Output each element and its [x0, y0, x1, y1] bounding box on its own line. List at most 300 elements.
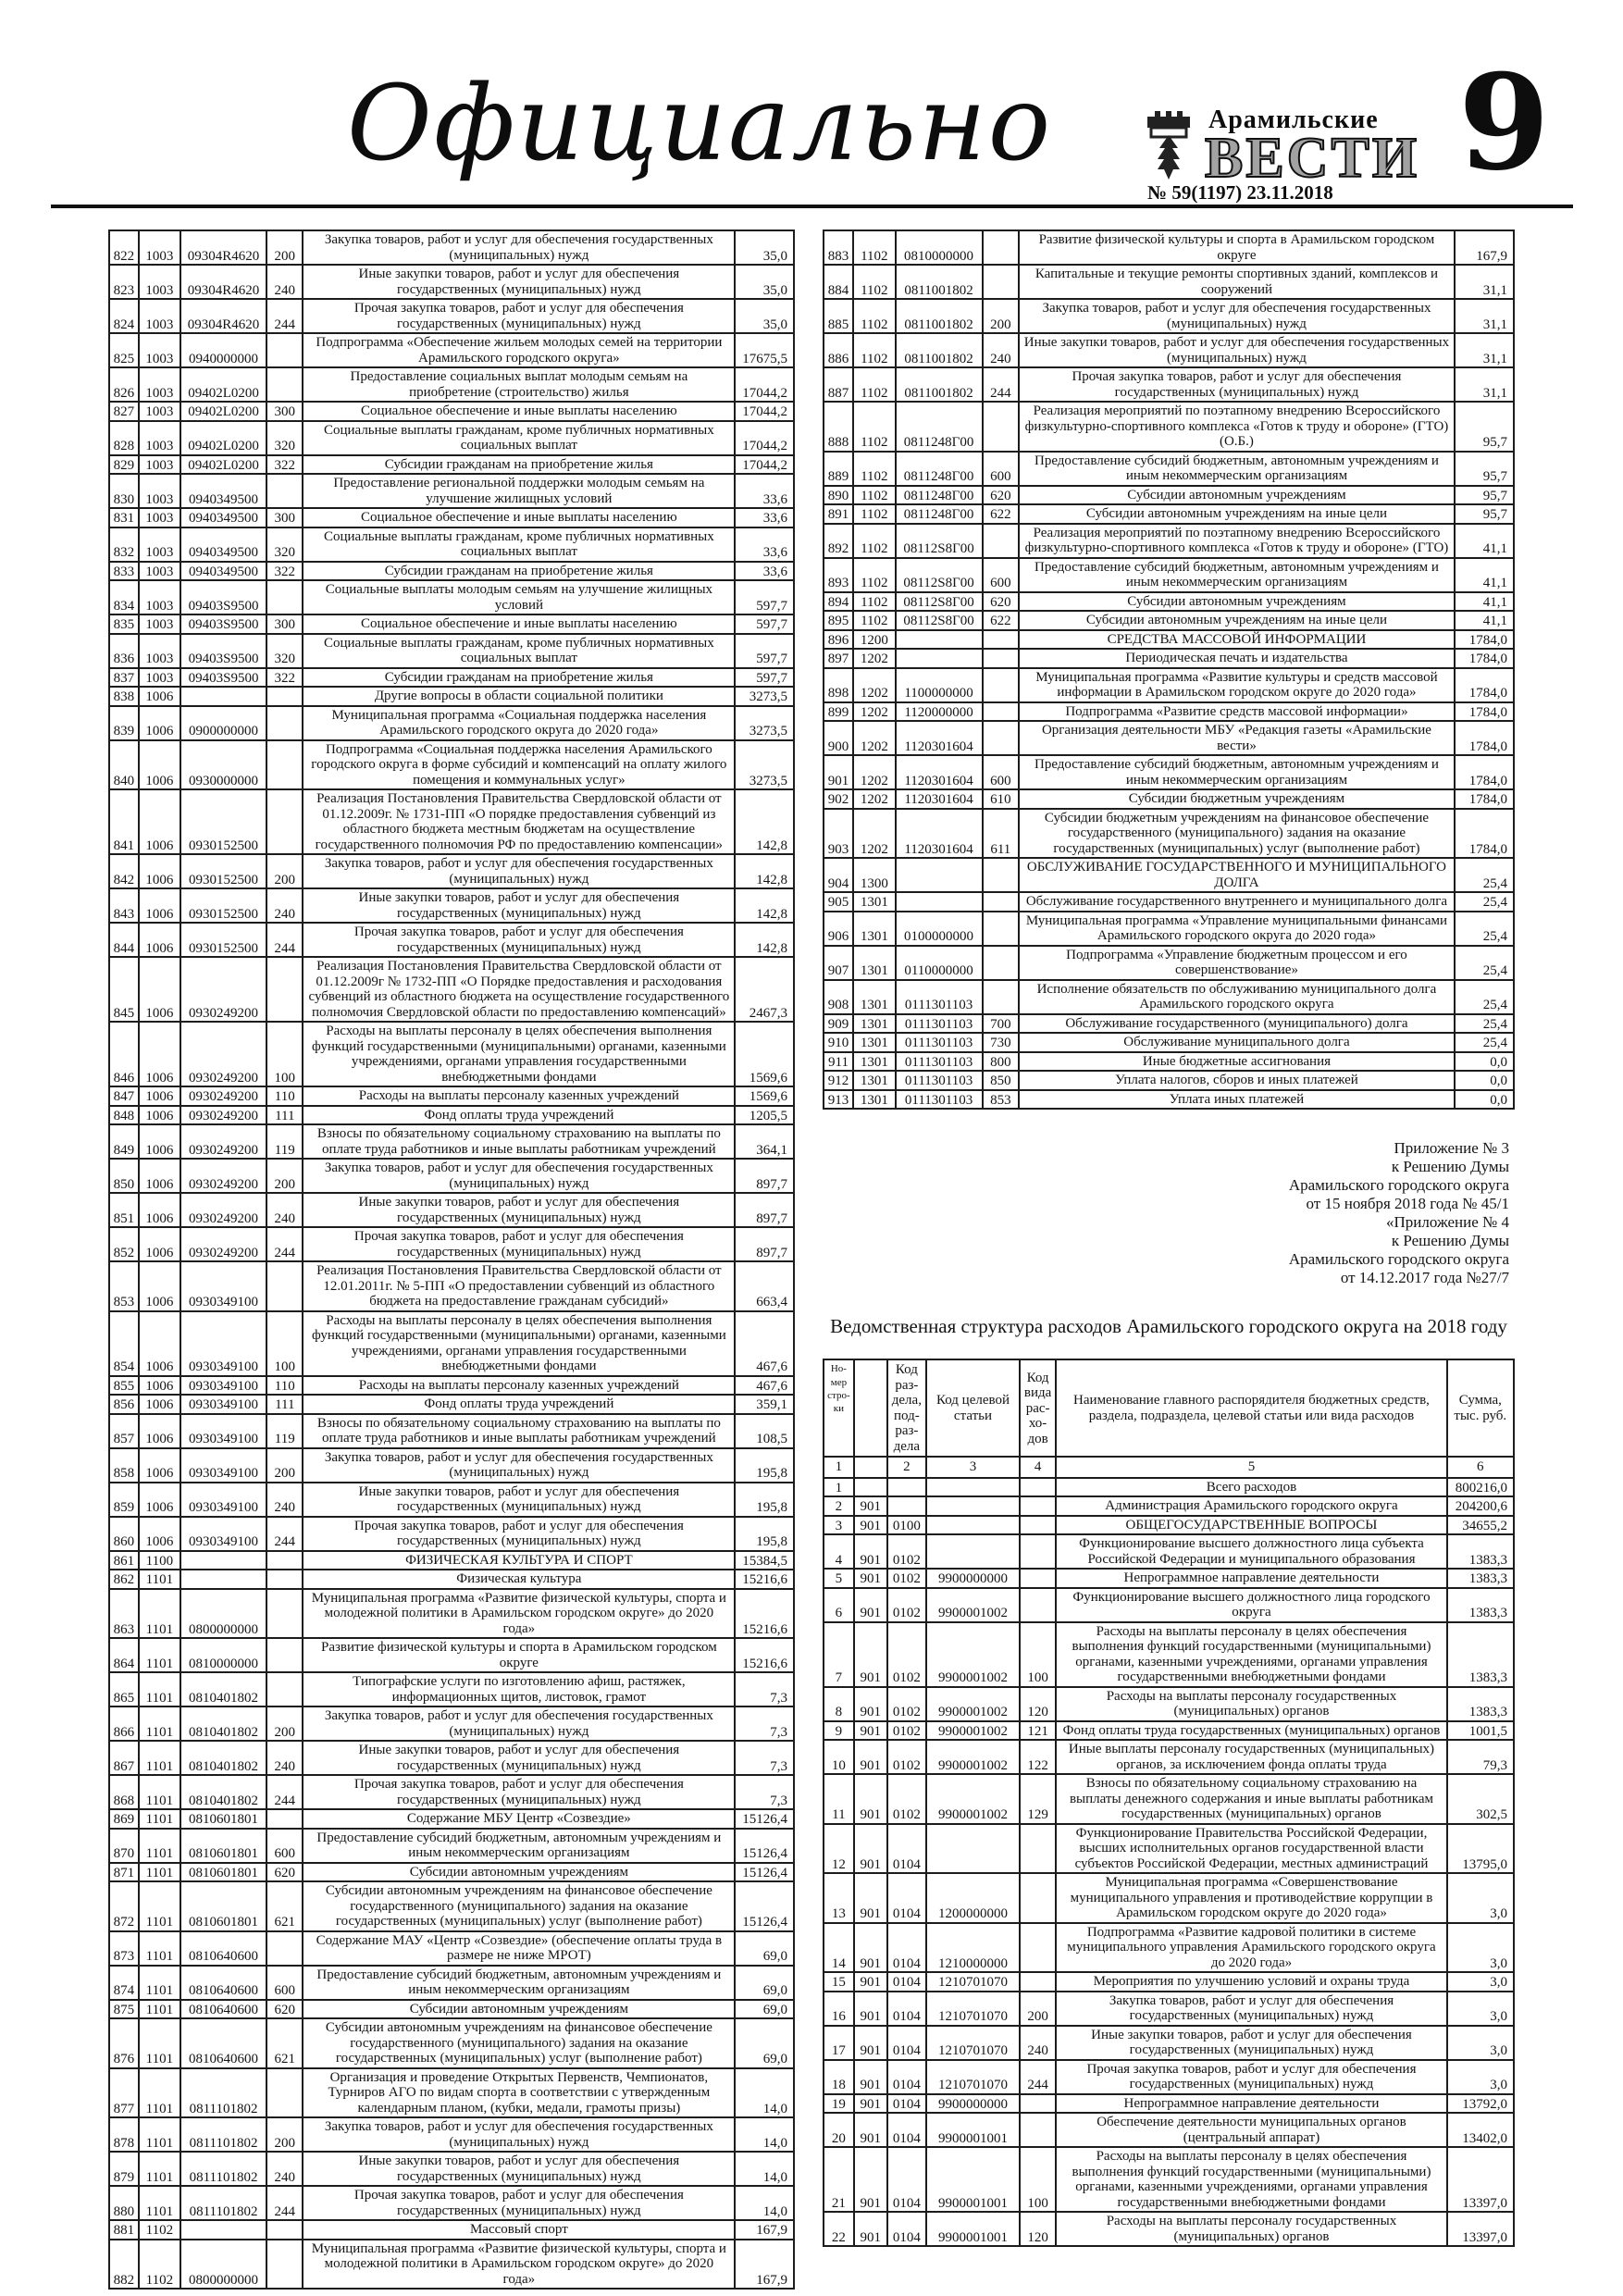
- table-row: [824, 504, 1514, 524]
- table-row: [824, 1534, 1514, 1569]
- table-row: [109, 740, 794, 790]
- cell: 1006: [139, 888, 180, 923]
- header-cell: Код раз-дела, под-раз-дела: [887, 1359, 927, 1457]
- cell: Типографские услуги по изготовлению афиш, растяжек, информационных щитов, листовок, грамот: [303, 1672, 735, 1706]
- cell: 0810640600: [180, 1931, 266, 1966]
- cell: 100: [266, 1311, 303, 1376]
- appendix-line: от 15 ноября 2018 года № 45/1: [1306, 1195, 1509, 1213]
- cell: 897,7: [735, 1193, 794, 1227]
- cell: Прочая закупка товаров, работ и услуг для обеспечения государственных (муниципальных) нужд: [303, 299, 735, 333]
- cell: 843: [109, 888, 139, 923]
- cell: 0102: [887, 1774, 927, 1824]
- table-row: [109, 1829, 794, 1863]
- cell: 15126,4: [735, 1863, 794, 1882]
- cell: Взносы по обязательному социальному страхованию на выплаты по оплате труда работников и иные выплаты работникам учреждений: [303, 1124, 735, 1159]
- table-row: [109, 1376, 794, 1396]
- table-row: [824, 2113, 1514, 2147]
- table-row: [109, 614, 794, 634]
- cell: [983, 721, 1020, 755]
- cell: 842: [109, 854, 139, 888]
- cell: 1102: [853, 611, 896, 630]
- cell: 13397,0: [1447, 2212, 1514, 2246]
- cell: 1200: [853, 630, 896, 650]
- cell: Иные закупки товаров, работ и услуг для обеспечения государственных (муниципальных) нужд: [1019, 333, 1455, 367]
- table-row: [824, 230, 1514, 265]
- header-cell: Код целевой статьи: [926, 1359, 1020, 1457]
- cell: 300: [266, 508, 303, 527]
- cell: 0930249200: [180, 1106, 266, 1125]
- cell: 14,0: [735, 2152, 794, 2186]
- cell: 0930349100: [180, 1517, 266, 1551]
- cell: 865: [109, 1672, 139, 1706]
- cell: 167,9: [1455, 230, 1514, 265]
- cell: 890: [824, 486, 853, 505]
- cell: СРЕДСТВА МАССОВОЙ ИНФОРМАЦИИ: [1019, 630, 1455, 650]
- cell: 9900001002: [926, 1622, 1020, 1687]
- cell: 907: [824, 946, 853, 980]
- cell: 837: [109, 668, 139, 688]
- cell: 901: [854, 1622, 887, 1687]
- table-row: [824, 1972, 1514, 1992]
- cell: 142,8: [735, 854, 794, 888]
- cell: Фонд оплаты труда государственных (муниципальных) органов: [1056, 1721, 1446, 1741]
- cell: [1020, 1873, 1057, 1923]
- cell: 0810640600: [180, 2018, 266, 2068]
- cell: 0104: [887, 1824, 927, 1874]
- cell: Подпрограмма «Социальная поддержка населения Арамильского городского округа в форме субсидий и компенсаций на оплату жилого помещения и коммунальных услуг»: [303, 740, 735, 790]
- cell: 09402L0200: [180, 455, 266, 475]
- cell: 1202: [853, 809, 896, 859]
- table-row: [824, 2147, 1514, 2212]
- cell: Муниципальная программа «Развитие физической культуры, спорта и молодежной политики в Арамильском городском округе» до 2020 года»: [303, 1589, 735, 1639]
- cell: 0811001802: [896, 299, 983, 333]
- cell: 244: [266, 2186, 303, 2220]
- cell: Закупка товаров, работ и услуг для обеспечения государственных (муниципальных) нужд: [303, 1159, 735, 1193]
- cell: 21: [824, 2147, 854, 2212]
- cell: Прочая закупка товаров, работ и услуг для обеспечения государственных (муниципальных) нужд: [303, 2186, 735, 2220]
- cell: 0811001802: [896, 265, 983, 299]
- cell: 3273,5: [735, 740, 794, 790]
- cell: Закупка товаров, работ и услуг для обеспечения государственных (муниципальных) нужд: [1019, 299, 1455, 333]
- cell: Прочая закупка товаров, работ и услуг для обеспечения государственных (муниципальных) нужд: [303, 1517, 735, 1551]
- cell: 597,7: [735, 614, 794, 634]
- cell: 1003: [139, 474, 180, 508]
- cell: 1003: [139, 265, 180, 299]
- cell: 894: [824, 592, 853, 612]
- cell: 1202: [853, 755, 896, 789]
- cell: 13397,0: [1447, 2147, 1514, 2212]
- cell: 359,1: [735, 1395, 794, 1414]
- cell: 12: [824, 1824, 854, 1874]
- cell: 877: [109, 2068, 139, 2118]
- appendix-line: «Приложение № 4: [1386, 1213, 1509, 1232]
- cell: 17044,2: [735, 421, 794, 455]
- cell: 1301: [853, 980, 896, 1014]
- cell: 600: [266, 1966, 303, 2000]
- cell: 1003: [139, 455, 180, 475]
- cell: Реализация мероприятий по поэтапному внедрению Всероссийского физкультурно-спортивного комплекса «Готов к труду и обороне» (ГТО) (О.Б.): [1019, 402, 1455, 452]
- cell: 0930349100: [180, 1414, 266, 1448]
- table-row: [824, 2212, 1514, 2246]
- cell: 1006: [139, 1395, 180, 1414]
- cell: 100: [266, 1022, 303, 1086]
- table-row: [109, 2240, 794, 2290]
- cell: 111: [266, 1106, 303, 1125]
- cell: 0810640600: [180, 1966, 266, 2000]
- cell: 0111301103: [896, 1014, 983, 1034]
- table-row: [109, 562, 794, 581]
- cell: [983, 912, 1020, 946]
- cell: 0102: [887, 1721, 927, 1741]
- cell: 34655,2: [1447, 1516, 1514, 1535]
- cell: 204200,6: [1447, 1496, 1514, 1516]
- cell: 1120301604: [896, 721, 983, 755]
- cell: 1784,0: [1455, 721, 1514, 755]
- cell: Уплата иных платежей: [1019, 1090, 1455, 1110]
- cell: 25,4: [1455, 1014, 1514, 1034]
- cell: 902: [824, 789, 853, 809]
- cell: [266, 1551, 303, 1570]
- cell: [983, 668, 1020, 702]
- cell: 1101: [139, 2068, 180, 2118]
- cell: 911: [824, 1052, 853, 1072]
- cell: 142,8: [735, 888, 794, 923]
- cell: 899: [824, 702, 853, 722]
- cell: 0811001802: [896, 367, 983, 402]
- cell: 195,8: [735, 1483, 794, 1517]
- table-row: [109, 1227, 794, 1261]
- cell: [266, 367, 303, 402]
- cell: 17044,2: [735, 367, 794, 402]
- cell: 467,6: [735, 1311, 794, 1376]
- cell: 1383,3: [1447, 1687, 1514, 1721]
- cell: 0810601801: [180, 1829, 266, 1863]
- cell: 1: [824, 1478, 854, 1497]
- cell: 897,7: [735, 1227, 794, 1261]
- cell: Закупка товаров, работ и услуг для обеспечения государственных (муниципальных) нужд: [303, 1706, 735, 1741]
- cell: 846: [109, 1022, 139, 1086]
- cell: 841: [109, 789, 139, 854]
- cell: 621: [266, 1881, 303, 1931]
- header-cell: [854, 1359, 887, 1457]
- table-row: [109, 421, 794, 455]
- cell: Реализация мероприятий по поэтапному внедрению Всероссийского физкультурно-спортивного комплекса «Готов к труду и обороне» (ГТО): [1019, 524, 1455, 558]
- table-row: [109, 957, 794, 1022]
- cell: 730: [983, 1033, 1020, 1052]
- cell: [926, 1496, 1020, 1516]
- cell: 0104: [887, 2094, 927, 2114]
- cell: 866: [109, 1706, 139, 1741]
- cell: 1006: [139, 1106, 180, 1125]
- cell: 901: [854, 1873, 887, 1923]
- table-header-row: [824, 1359, 1514, 1457]
- cell: [896, 630, 983, 650]
- cell: Субсидии автономным учреждениям: [1019, 592, 1455, 612]
- cell: 1784,0: [1455, 789, 1514, 809]
- table-row: [824, 611, 1514, 630]
- cell: 1784,0: [1455, 649, 1514, 668]
- cell: 597,7: [735, 668, 794, 688]
- table-row: [824, 1090, 1514, 1110]
- cell: 467,6: [735, 1376, 794, 1396]
- cell: 1003: [139, 508, 180, 527]
- cell: 887: [824, 367, 853, 402]
- cell: 0110000000: [896, 946, 983, 980]
- cell: 167,9: [735, 2220, 794, 2240]
- cell: 1003: [139, 367, 180, 402]
- cell: [1020, 1516, 1057, 1535]
- cell: Периодическая печать и издательства: [1019, 649, 1455, 668]
- cell: 0102: [887, 1588, 927, 1622]
- cell: [266, 2240, 303, 2290]
- cell: 1202: [853, 789, 896, 809]
- budget-table-continuation-left: [108, 230, 795, 2290]
- cell: 69,0: [735, 1966, 794, 2000]
- cell: 1102: [853, 299, 896, 333]
- cell: 0930249200: [180, 1159, 266, 1193]
- cell: 901: [854, 1687, 887, 1721]
- cell: 1006: [139, 1483, 180, 1517]
- cell: 200: [1020, 1992, 1057, 2026]
- cell: 904: [824, 858, 853, 892]
- cell: [983, 265, 1020, 299]
- table-row: [824, 946, 1514, 980]
- table-row: [109, 1931, 794, 1966]
- cell: 0810401802: [180, 1775, 266, 1809]
- cell: Функционирование Правительства Российской Федерации, высших исполнительных органов государственной власти субъектов Российской Федерации, местных администраций: [1056, 1824, 1446, 1874]
- cell: 622: [983, 504, 1020, 524]
- cell: 25,4: [1455, 980, 1514, 1014]
- cell: 1210701070: [926, 2026, 1020, 2060]
- cell: 1383,3: [1447, 1534, 1514, 1569]
- cell: 901: [854, 1774, 887, 1824]
- table-row: [109, 2186, 794, 2220]
- cell: 1102: [853, 230, 896, 265]
- cell: 620: [983, 486, 1020, 505]
- table-row: [824, 486, 1514, 505]
- cell: 7,3: [735, 1775, 794, 1809]
- cell: 826: [109, 367, 139, 402]
- cell: 1006: [139, 1517, 180, 1551]
- cell: 09403S9500: [180, 614, 266, 634]
- cell: 0930000000: [180, 740, 266, 790]
- cell: Муниципальная программа «Развитие культуры и средств массовой информации в Арамильском городском округе до 2020 года»: [1019, 668, 1455, 702]
- table-row: [824, 592, 1514, 612]
- cell: 5: [824, 1569, 854, 1588]
- cell: 13792,0: [1447, 2094, 1514, 2114]
- cell: 11: [824, 1774, 854, 1824]
- cell: 0104: [887, 1873, 927, 1923]
- cell: [983, 402, 1020, 452]
- cell: Субсидии бюджетным учреждениям: [1019, 789, 1455, 809]
- cell: 1101: [139, 2117, 180, 2152]
- cell: 240: [266, 2152, 303, 2186]
- cell: Социальное обеспечение и иные выплаты населению: [303, 614, 735, 634]
- table-row: [824, 558, 1514, 592]
- cell: 0800000000: [180, 1589, 266, 1639]
- cell: 600: [983, 755, 1020, 789]
- cell: Фонд оплаты труда учреждений: [303, 1395, 735, 1414]
- cell: 831: [109, 508, 139, 527]
- cell: 1301: [853, 1071, 896, 1090]
- cell: 1006: [139, 789, 180, 854]
- table-row: [824, 2094, 1514, 2114]
- table-row: [824, 809, 1514, 859]
- cell: 33,6: [735, 508, 794, 527]
- cell: 1210000000: [926, 1923, 1020, 1973]
- cell: [180, 1570, 266, 1589]
- table-row: [109, 1775, 794, 1809]
- cell: 800: [983, 1052, 1020, 1072]
- cell: 1120301604: [896, 789, 983, 809]
- cell: [854, 1478, 887, 1497]
- appendix-line: от 14.12.2017 года №27/7: [1340, 1269, 1509, 1287]
- cell: 901: [854, 1496, 887, 1516]
- cell: 0811248Г00: [896, 452, 983, 486]
- cell: 0111301103: [896, 1071, 983, 1090]
- cell: 17044,2: [735, 455, 794, 475]
- cell: ОБЩЕГОСУДАРСТВЕННЫЕ ВОПРОСЫ: [1056, 1516, 1446, 1535]
- cell: 244: [266, 1775, 303, 1809]
- cell: 0940349500: [180, 508, 266, 527]
- cell: [983, 946, 1020, 980]
- cell: 9900001001: [926, 2212, 1020, 2246]
- table-row: [109, 2220, 794, 2240]
- cell: 823: [109, 265, 139, 299]
- table-row: [824, 367, 1514, 402]
- table-row: [109, 1517, 794, 1551]
- cell: Мероприятия по улучшению условий и охраны труда: [1056, 1972, 1446, 1992]
- table-row: [824, 1588, 1514, 1622]
- cell: 31,1: [1455, 299, 1514, 333]
- cell: 1784,0: [1455, 755, 1514, 789]
- cell: 3273,5: [735, 706, 794, 740]
- cell: 9900000000: [926, 1569, 1020, 1588]
- cell: 857: [109, 1414, 139, 1448]
- cell: [1020, 1569, 1057, 1588]
- cell: 600: [266, 1829, 303, 1863]
- cell: Капитальные и текущие ремонты спортивных зданий, комплексов и сооружений: [1019, 265, 1455, 299]
- cell: 41,1: [1455, 524, 1514, 558]
- cell: 1101: [139, 1931, 180, 1966]
- cell: 1003: [139, 299, 180, 333]
- cell: 302,5: [1447, 1774, 1514, 1824]
- cell: Субсидии автономным учреждениям: [303, 2000, 735, 2019]
- table-row: [824, 980, 1514, 1014]
- cell: 35,0: [735, 265, 794, 299]
- cell: Подпрограмма «Развитие кадровой политики в системе муниципального управления Арамильского городского округа до 2020 года»: [1056, 1923, 1446, 1973]
- cell: 876: [109, 2018, 139, 2068]
- table-row: [824, 1071, 1514, 1090]
- cell: 09304R4620: [180, 299, 266, 333]
- cell: 35,0: [735, 299, 794, 333]
- table-row: [109, 854, 794, 888]
- table-row: [109, 1124, 794, 1159]
- table-row: [109, 402, 794, 421]
- cell: 111: [266, 1395, 303, 1414]
- cell: 9900001002: [926, 1774, 1020, 1824]
- cell: Иные закупки товаров, работ и услуг для обеспечения государственных (муниципальных) нужд: [303, 1483, 735, 1517]
- cell: Муниципальная программа «Развитие физической культуры, спорта и молодежной политики в Арамильском городском округе» до 2020 года»: [303, 2240, 735, 2290]
- table-row: [824, 789, 1514, 809]
- cell: 885: [824, 299, 853, 333]
- cell: 901: [854, 1516, 887, 1535]
- cell: 0111301103: [896, 980, 983, 1014]
- cell: 25,4: [1455, 912, 1514, 946]
- cell: 244: [266, 1517, 303, 1551]
- cell: 0930152500: [180, 923, 266, 957]
- cell: 1301: [853, 912, 896, 946]
- cell: [1020, 2094, 1057, 2114]
- table-row: [109, 1086, 794, 1106]
- cell: 1102: [853, 265, 896, 299]
- cell: 1006: [139, 923, 180, 957]
- cell: 17675,5: [735, 333, 794, 367]
- cell: 910: [824, 1033, 853, 1052]
- cell: 0811101802: [180, 2068, 266, 2118]
- cell: 840: [109, 740, 139, 790]
- cell: 0930349100: [180, 1261, 266, 1311]
- table-row: [824, 702, 1514, 722]
- cell: [266, 957, 303, 1022]
- cell: 0102: [887, 1740, 927, 1774]
- table-row: [109, 668, 794, 688]
- cell: 1569,6: [735, 1022, 794, 1086]
- cell: 119: [266, 1414, 303, 1448]
- table-row: [109, 333, 794, 367]
- cell: Реализация Постановления Правительства Свердловской области от 01.12.2009г. № 1731-ПП «О порядке предоставления субвенций из областного бюджета местным бюджетам на осуществление государственного полномочия РФ по предоставлению компенсации»: [303, 789, 735, 854]
- cell: Содержание МБУ Центр «Созвездие»: [303, 1809, 735, 1829]
- cell: 1205,5: [735, 1106, 794, 1125]
- cell: Функционирование высшего должностного лица субъекта Российской Федерации и муниципального образования: [1056, 1534, 1446, 1569]
- cell: 14,0: [735, 2186, 794, 2220]
- cell: 913: [824, 1090, 853, 1110]
- cell: 17044,2: [735, 402, 794, 421]
- cell: [896, 858, 983, 892]
- cell: 08112S8Г00: [896, 611, 983, 630]
- cell: 33,6: [735, 527, 794, 562]
- cell: Закупка товаров, работ и услуг для обеспечения государственных (муниципальных) нужд: [303, 230, 735, 265]
- cell: 15216,6: [735, 1589, 794, 1639]
- cell: [266, 1809, 303, 1829]
- cell: 8: [824, 1687, 854, 1721]
- cell: [1020, 2113, 1057, 2147]
- cell: 95,7: [1455, 486, 1514, 505]
- cell: [887, 1478, 927, 1497]
- header-cell: 6: [1447, 1457, 1514, 1478]
- cell: 7,3: [735, 1706, 794, 1741]
- cell: 901: [854, 1534, 887, 1569]
- cell: 1003: [139, 421, 180, 455]
- cell: 859: [109, 1483, 139, 1517]
- table-row: [109, 923, 794, 957]
- table-row: [109, 1159, 794, 1193]
- cell: 18: [824, 2060, 854, 2094]
- cell: 119: [266, 1124, 303, 1159]
- table-row: [824, 1569, 1514, 1588]
- cell: 364,1: [735, 1124, 794, 1159]
- cell: 14,0: [735, 2068, 794, 2118]
- cell: 875: [109, 2000, 139, 2019]
- cell: 901: [854, 2026, 887, 2060]
- cell: 69,0: [735, 1931, 794, 1966]
- cell: 1120301604: [896, 809, 983, 859]
- cell: 889: [824, 452, 853, 486]
- cell: Социальное обеспечение и иные выплаты населению: [303, 508, 735, 527]
- cell: 3,0: [1447, 1972, 1514, 1992]
- departmental-table-title: Ведомственная структура расходов Арамильского городского округа на 2018 году: [830, 1315, 1507, 1338]
- cell: 0811101802: [180, 2186, 266, 2220]
